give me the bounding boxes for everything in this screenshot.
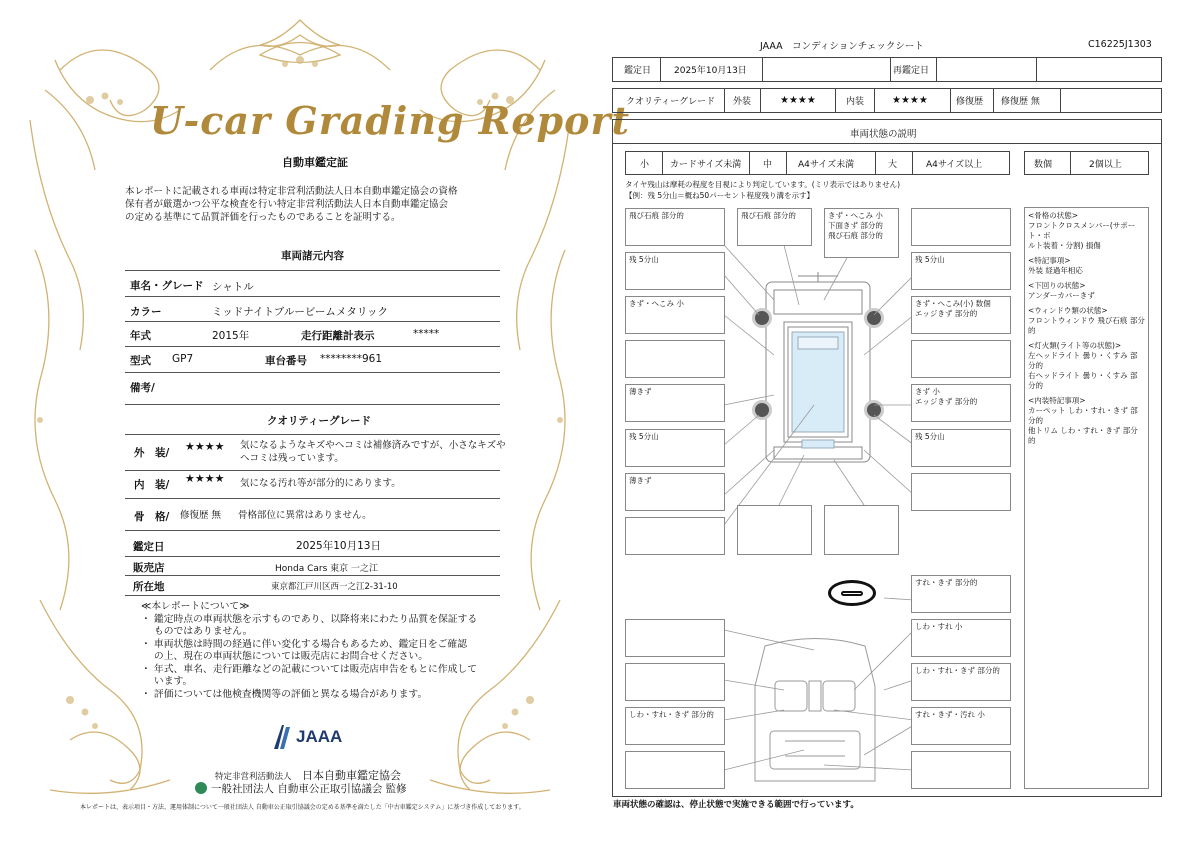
tire-note: タイヤ残山は摩耗の程度を目視により判定しています。(ミリ表示ではありません)	[625, 180, 901, 189]
value-color: ミッドナイトブルービームメタリック	[212, 306, 388, 318]
value-mileage: *****	[413, 328, 440, 340]
tire-box-front-left: 残 5分山	[625, 252, 725, 290]
divider	[125, 498, 500, 499]
damage-box-right-rear: きず 小 エッジきず 部分的	[911, 384, 1011, 422]
reinspect-label: 再鑑定日	[893, 66, 930, 76]
divider	[125, 575, 500, 576]
damage-box-left-front: きず・へこみ 小	[625, 296, 725, 334]
divider	[125, 372, 500, 373]
divider	[125, 321, 500, 322]
damage-box-front-center: 飛び石痕 部分的	[737, 208, 812, 246]
ext-label: 外装	[733, 97, 752, 107]
damage-box-right-front: きず・へこみ(小) 数個 エッジきず 部分的	[911, 296, 1011, 334]
interior-box-rear: すれ・きず・汚れ 小	[911, 707, 1011, 745]
damage-box	[824, 505, 899, 555]
repair-label: 修復歴	[956, 97, 984, 107]
damage-box-front-left: 飛び石痕 部分的	[625, 208, 725, 246]
certificate-title: U-car Grading Report	[150, 98, 631, 143]
label-mileage: 走行距離計表示	[301, 330, 375, 342]
date-label: 鑑定日	[624, 66, 652, 76]
fair-trade-mark-icon	[195, 782, 207, 794]
ext-stars: ★★★★	[780, 95, 816, 106]
jaaa-logo-text: JAAA	[296, 727, 343, 746]
intro-line-3: の定める基準にて品質評価を行ったものであることを証明する。	[125, 212, 401, 223]
section-title: 車両状態の説明	[850, 129, 917, 140]
label-color: カラー	[130, 306, 162, 318]
divider	[125, 404, 500, 405]
sheet-title: JAAA コンディションチェックシート	[760, 41, 924, 52]
tire-box-rear-left: 残 5分山	[625, 429, 725, 467]
conditions-line: 他トリム しわ・すれ・きず 部分的	[1028, 426, 1138, 445]
org1-prefix: 特定非営利活動法人	[215, 772, 292, 782]
legend-large-desc: A4サイズ以上	[926, 159, 983, 170]
value-year: 2015年	[212, 330, 250, 342]
note-line: ものではありません。	[141, 626, 253, 637]
damage-box	[625, 517, 725, 555]
interior-box-steering: すれ・きず 部分的	[911, 575, 1011, 613]
int-label: 内装	[846, 97, 865, 107]
conditions-line: 左ヘッドライト 曇り・くすみ 部分的	[1028, 351, 1138, 370]
exterior-desc-1: 気になるようなキズやヘコミは補修済みですが、小さなキズや	[240, 440, 506, 451]
divider	[125, 556, 500, 557]
conditions-line: フロントウィンドウ 飛び石痕 部分的	[1028, 316, 1145, 335]
damage-box	[911, 340, 1011, 378]
label-plate: 車台番号	[265, 355, 307, 367]
legend-mid-desc: A4サイズ未満	[798, 159, 855, 170]
exterior-stars: ★★★★	[185, 440, 225, 453]
legend-small-desc: カードサイズ未満	[670, 159, 742, 170]
doc-id: C16225J1303	[1088, 39, 1152, 50]
interior-box	[625, 663, 725, 701]
interior-box-dash: しわ・すれ 小	[911, 619, 1011, 657]
inspection-date: 2025年10月13日	[296, 540, 381, 552]
divider	[125, 270, 500, 271]
notes-heading: ≪本レポートについて≫	[141, 601, 250, 612]
value-model: GP7	[172, 353, 194, 365]
interior-box-left-seat: しわ・すれ・きず 部分的	[625, 707, 725, 745]
damage-box-front-right: きず・へこみ 小 下面きず 部分的 飛び石痕 部分的	[824, 208, 899, 258]
legend-count: 数個	[1034, 159, 1053, 170]
interior-box	[911, 751, 1011, 789]
tire-box-front-right: 残 5分山	[911, 252, 1011, 290]
tire-box-rear-right: 残 5分山	[911, 429, 1011, 467]
repair-value: 修復歴 無	[1001, 97, 1040, 107]
org2-name: 一般社団法人 自動車公正取引協議会 監修	[211, 783, 407, 795]
conditions-line: <灯火類(ライト等の状態)>	[1028, 341, 1122, 350]
conditions-line: <下回りの状態>	[1028, 281, 1086, 290]
label-name-grade: 車名・グレード	[130, 280, 204, 292]
note-line: います。	[141, 676, 193, 687]
note-line: の上、現在の車両状態については販売店にお問合せください。	[141, 651, 429, 662]
interior-box	[625, 751, 725, 789]
address: 東京都江戸川区西一之江2-31-10	[271, 582, 398, 592]
condition-check-sheet	[600, 0, 1200, 848]
conditions-line: 右ヘッドライト 曇り・くすみ 部分的	[1028, 371, 1138, 390]
jaaa-logo-icon	[272, 723, 292, 751]
frame-repair: 修復歴 無	[180, 510, 222, 521]
conditions-line: フロントクロスメンバー(サポート・ボ	[1028, 221, 1136, 240]
divider	[125, 346, 500, 347]
quality-heading: クオリティーグレード	[267, 415, 371, 427]
legend-small: 小	[640, 159, 650, 170]
conditions-line: カーペット しわ・すれ・きず 部分的	[1028, 406, 1138, 425]
value-name-grade: シャトル	[212, 281, 254, 293]
conditions-panel	[1024, 207, 1149, 789]
address-label: 所在地	[133, 581, 165, 593]
legend-count-desc: 2個以上	[1089, 159, 1122, 170]
damage-box	[911, 208, 1011, 246]
label-model: 型式	[130, 355, 151, 367]
interior-desc: 気になる汚れ等が部分的にあります。	[240, 478, 401, 489]
interior-box-right-seat: しわ・すれ・きず 部分的	[911, 663, 1011, 701]
damage-box-rear-left: 薄きず	[625, 473, 725, 511]
note-line: ・ 車両状態は時間の経過に伴い変化する場合もあるため、鑑定日をご確認	[141, 639, 468, 650]
note-line: ・ 評価については他検査機関等の評価と異なる場合があります。	[141, 689, 428, 700]
dealer-label: 販売店	[133, 562, 165, 574]
exterior-desc-2: ヘコミは残っています。	[240, 453, 344, 464]
quality-label: クオリティーグレード	[626, 97, 716, 107]
intro-line-2: 保有者が厳選かつ公平な検査を行い特定非営利活動法人日本自動車鑑定協会	[125, 199, 449, 210]
interior-label: 内 装/	[134, 479, 170, 491]
frame-desc: 骨格部位に異常はありません。	[238, 510, 372, 521]
divider	[125, 595, 500, 596]
note-line: ・ 鑑定時点の車両状態を示すものであり、以降将来にわたり品質を保証する	[141, 614, 478, 625]
conditions-line: <特記事項>	[1028, 256, 1071, 265]
spec-heading: 車両諸元内容	[281, 250, 344, 262]
divider	[125, 530, 500, 531]
org1-name: 日本自動車鑑定協会	[302, 769, 401, 782]
legend-mid: 中	[763, 159, 773, 170]
conditions-line: アンダーカバーきず	[1028, 291, 1095, 300]
conditions-line: <ウィンドウ類の状態>	[1028, 306, 1108, 315]
intro-line-1: 本レポートに記載される車両は特定非営利活動法人日本自動車鑑定協会の資格	[125, 186, 458, 197]
label-remarks: 備考/	[130, 382, 155, 394]
conditions-line: <骨格の状態>	[1028, 211, 1079, 220]
label-year: 年式	[130, 330, 151, 342]
conditions-line: 外装 経過年相応	[1028, 266, 1083, 275]
tire-example: 【例：残 5分山＝概ね50パーセント程度残り溝を示す】	[625, 191, 815, 200]
certificate-subtitle: 自動車鑑定証	[282, 156, 348, 169]
divider	[125, 296, 500, 297]
damage-box	[911, 473, 1011, 511]
legend-large: 大	[888, 159, 898, 170]
damage-box-left-rear: 薄きず	[625, 384, 725, 422]
value-plate: ********961	[320, 353, 383, 365]
int-stars: ★★★★	[892, 95, 928, 106]
interior-box	[625, 619, 725, 657]
dealer-name: Honda Cars 東京 一之江	[275, 564, 378, 574]
interior-stars: ★★★★	[185, 472, 225, 485]
conditions-line: ルト装着・分割) 損傷	[1028, 241, 1101, 250]
conditions-line: <内装特記事項>	[1028, 396, 1086, 405]
certificate-footer: 本レポートは、表示項目・方法、運用体制について一般社団法人 自動車公正取引協議会の定める基準を満たした「中古車鑑定システム」に基づき作成しております。	[80, 804, 525, 811]
inspection-date: 2025年10月13日	[674, 66, 747, 76]
damage-box	[737, 505, 812, 555]
divider	[125, 434, 500, 435]
damage-box	[625, 340, 725, 378]
divider	[125, 470, 500, 471]
exterior-label: 外 装/	[134, 447, 170, 459]
note-line: ・ 年式、車名、走行距離などの記載については販売店申告をもとに作成して	[141, 664, 478, 675]
sheet-footer-note: 車両状態の確認は、停止状態で実施できる範囲で行っています。	[613, 800, 859, 810]
inspection-date-label: 鑑定日	[133, 541, 165, 553]
frame-label: 骨 格/	[134, 511, 170, 523]
